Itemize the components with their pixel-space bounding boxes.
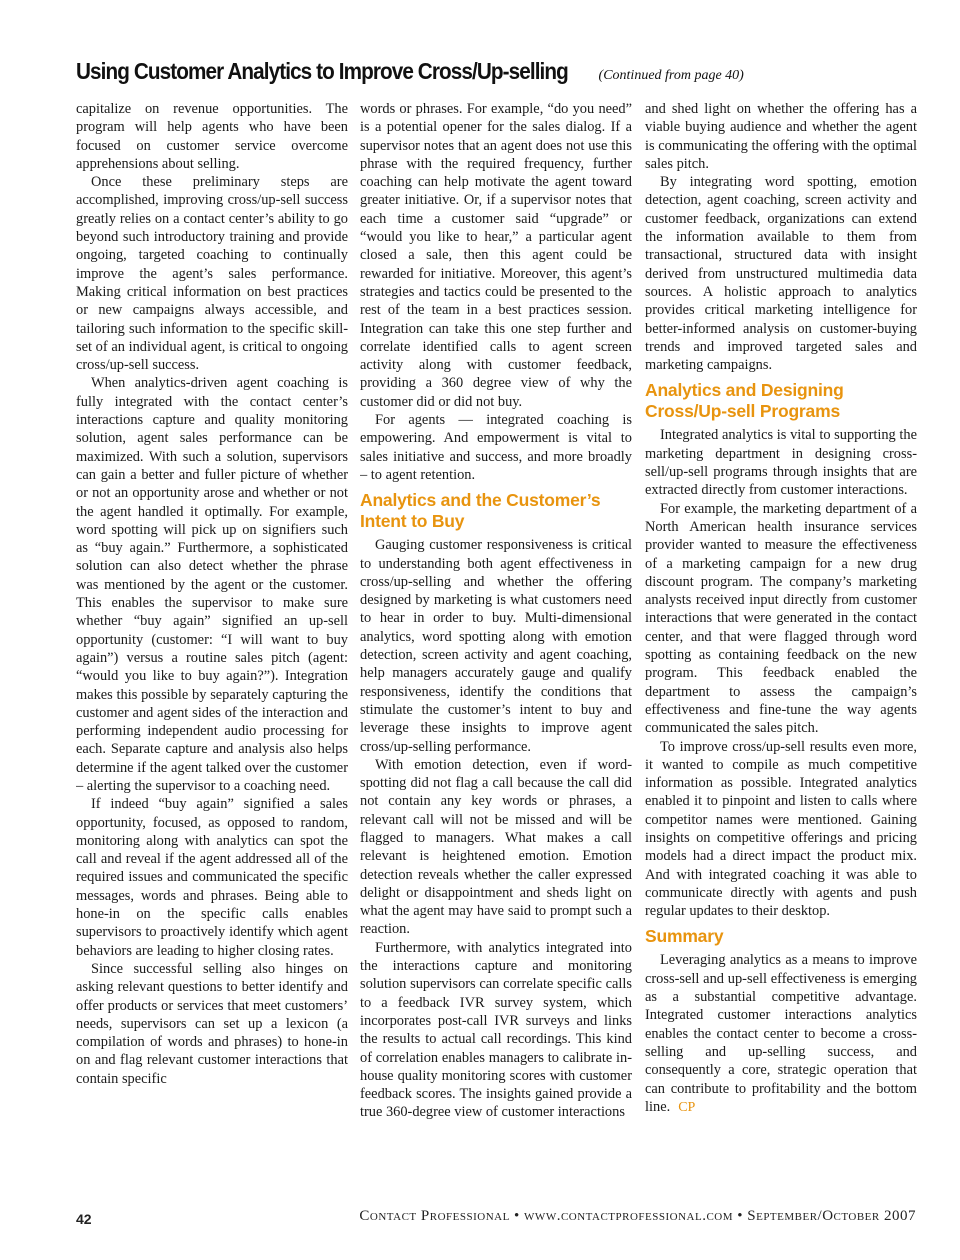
paragraph: Integrated analytics is vital to supporting the marketing department in designing cross-sell/up-sell programs through insights that are extracted directly from customer interactions. xyxy=(645,427,917,499)
article-title: Using Customer Analytics to Improve Cross/Up-selling xyxy=(76,58,568,84)
publication-footer: Contact Professional • www.contactprofessional.com • September/October 2007 xyxy=(359,1208,916,1224)
text-column-1 xyxy=(76,100,348,1192)
section-heading-intent-to-buy: Analytics and the Customer’s Intent to Buy xyxy=(360,490,601,532)
paragraph: Once these preliminary steps are accomplished, improving cross/up-sell success greatly relies on a contact center’s ability to go beyond such introductory training and provide ongoing, targeted coaching to continually improve the agent’s sales performance. Making critical information on best practices or new campaigns always accessible, and tailoring such information to the specific skill-set of an individual agent, is critical to ongoing cross/up-sell success. xyxy=(76,174,348,374)
paragraph: capitalize on revenue opportunities. The program will help agents who have been focused on customer service overcome apprehensions about selling. xyxy=(76,101,348,172)
summary-paragraph xyxy=(645,951,917,1117)
paragraph: By integrating word spotting, emotion detection, agent coaching, screen activity and customer feedback, organizations can extend the information available to them from transactional, structured data with insight derived from unstructured multimedia data sources. A holistic approach to analytics provides critical marketing intelligence for better-informed analysis on customer-buying trends and improved targeted sales and marketing campaigns. xyxy=(645,174,917,374)
paragraph: Gauging customer responsiveness is critical to understanding both agent effectiveness in cross/up-selling and whether the offering designed by marketing is what customers need to hear in order to buy. Multi-dimensional analytics, word spotting along with emotion detection, screen activity and agent coaching, help managers accurately gauge and qualify responsiveness, identify the conditions that stimulate the customer’s intent to buy and leverage these insights to improve agent cross/up-selling performance. xyxy=(360,537,632,755)
section-heading-summary: Summary xyxy=(645,926,724,947)
paragraph: When analytics-driven agent coaching is fully integrated with the contact center’s interactions capture and quality monitoring solution, agent sales performance can be maximized. With such a solution, supervisors can gain a better and fuller picture of whether or not an opportunity arose and whether or not the agent handled it optimally. For example, word spotting will pick up on signifiers such as “buy again.” Furthermore, a sophisticated solution can also detect whether the phrase was mentioned by the agent or the customer. This enables the supervisor to make sure whether “buy again” signified an up-sell opportunity (customer: “I will want to buy again”) versus a routine sales pitch (agent: “would you like to buy again?”). Integration makes this possible by separately capturing the customer and agent sides of the interaction and performing independent audio processing for each. Separate capture and analysis also helps determine if the agent talked over the customer – alerting the supervisor to a coaching need. xyxy=(76,375,348,794)
paragraph: words or phrases. For example, “do you need” is a potential opener for the sales dialog. If a supervisor notes that an agent does not use this phrase with the required frequency, further coaching can help motivate the agent toward greater initiative. Or, if a supervisor notes that each time a customer said “upgrade” or “would you like to hear,” a particular agent closed a sale, then this agent could be rewarded for initiative. Moreover, this agent’s strategies and tactics could be presented to the rest of the team in a best practices session. Integration can take this one step further and correlate identified calls to agent screen activity along with customer feedback, providing a 360 degree view of why the customer did or did not buy. xyxy=(360,101,632,410)
paragraph: For agents — integrated coaching is empowering. And empowerment is vital to sales initiative and success, and more broadly – to agent retention. xyxy=(360,412,632,483)
continued-note: (Continued from page 40) xyxy=(598,68,744,83)
page-footer xyxy=(76,1208,916,1230)
section-heading-designing-programs: Analytics and Designing Cross/Up-sell Programs xyxy=(645,380,844,422)
paragraph: For example, the marketing department of a North American health insurance services provider wanted to measure the effectiveness of a marketing campaign for a new drug discount program. The company’s marketing analysts received input directly from customer interactions that were generated in the contact center, and that were flagged through word spotting as containing feedback on the new program. This feedback enabled the department to assess the campaign’s effectiveness and fine-tune the way agents communicated the sales pitch. xyxy=(645,500,917,737)
page-number: 42 xyxy=(76,1211,92,1227)
text-column-3 xyxy=(645,100,917,1192)
article-header xyxy=(76,58,916,92)
paragraph-text: Leveraging analytics as a means to improve cross-sell and up-sell effectiveness is emerging as a substantial competitive advantage. Integrated customer interactions analytics enables the contact center to become a cross-selling and up-selling success, and consequently a core, strategic operation that can contribute to profitability and the bottom line. xyxy=(645,952,917,1115)
paragraph: Furthermore, with analytics integrated into the interactions capture and monitoring solution supervisors can correlate specific calls to a feedback IVR survey system, which incorporates post-call IVR surveys and links the results to actual call recordings. This kind of correlation enables managers to calibrate in-house quality monitoring scores with customer feedback scores. The insights gained provide a true 360-degree view of customer interactions xyxy=(360,939,632,1121)
paragraph: and shed light on whether the offering has a viable buying audience and whether the agent is communicating the offering with the optimal sales pitch. xyxy=(645,101,917,172)
paragraph: If indeed “buy again” signified a sales opportunity, focused, as opposed to random, monitoring along with analytics can spot the call and reveal if the agent addressed all of the required issues and communicated the specific messages, words and phrases. Being able to hone-in on the specific calls enables supervisors to proactively identify which agent behaviors are leading to higher closing rates. xyxy=(76,796,348,959)
paragraph: To improve cross/up-sell results even more, it wanted to compile as much competitive information as possible. Integrated analytics enabled it to pinpoint and listen to calls where competitor names were mentioned. Gaining insights on competitive offerings and pricing models had a direct impact the product mix. And with integrated coaching it was able to communicate directly with agents and push regular updates to their desktop. xyxy=(645,738,917,920)
paragraph: With emotion detection, even if word-spotting did not flag a call because the call did not contain any key words or phrases, a relevant call will not be missed and will be flagged to managers. What makes a call relevant is heightened emotion. Emotion detection reveals whether the caller expressed delight or disappointment and sheds light on what the agent may have said to prompt such a reaction. xyxy=(360,756,632,938)
cp-end-mark-logo: CP xyxy=(678,1099,696,1115)
paragraph: Since successful selling also hinges on asking relevant questions to better identify and offer products or services that meet customers’ needs, supervisors can set up a lexicon (a compilation of words and phrases) to hone-in on and flag relevant customer interactions that contain specific xyxy=(76,960,348,1087)
text-column-2 xyxy=(360,100,632,1192)
